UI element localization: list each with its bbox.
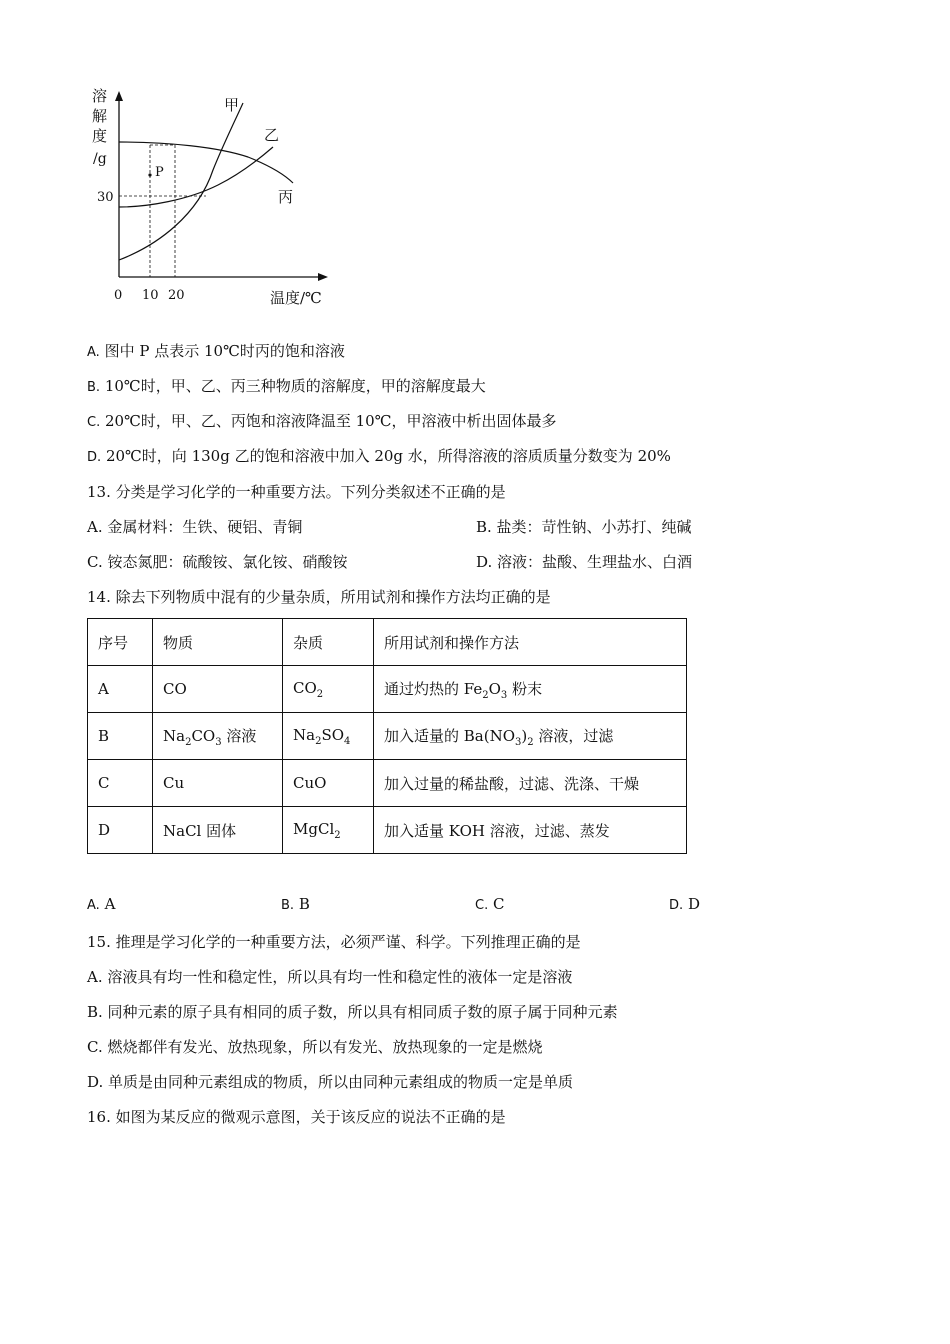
q13-option-c: C. 铵态氮肥：硫酸铵、氯化铵、硝酸铵 bbox=[87, 553, 348, 571]
curve-label-jia: 甲 bbox=[224, 96, 240, 114]
row-b-method: 加入适量的 $Ba(NO_3)_2$ 溶液，过滤 bbox=[374, 713, 687, 760]
row-a-substance: CO bbox=[153, 666, 283, 713]
x-axis-arrow bbox=[318, 273, 328, 281]
row-a-id: A bbox=[88, 666, 153, 713]
q15-stem: 15. 推理是学习化学的一种重要方法，必须严谨、科学。下列推理正确的是 bbox=[87, 933, 581, 951]
row-c-method: 加入过量的稀盐酸，过滤、洗涤、干燥 bbox=[374, 760, 687, 807]
q13-option-d: D. 溶液：盐酸、生理盐水、白酒 bbox=[476, 553, 693, 571]
q16-stem: 16. 如图为某反应的微观示意图，关于该反应的说法不正确的是 bbox=[87, 1108, 506, 1126]
curve-label-yi: 乙 bbox=[264, 126, 280, 144]
row-a-impurity: $CO_2$ bbox=[283, 666, 374, 713]
x-tick-10: 10 bbox=[142, 288, 159, 303]
q13-option-b: B. 盐类：苛性钠、小苏打、纯碱 bbox=[476, 518, 692, 536]
q12-option-a: A. 图中 P 点表示 10℃时丙的饱和溶液 bbox=[87, 342, 345, 360]
point-p-label: P bbox=[155, 165, 164, 180]
row-c-id: C bbox=[88, 760, 153, 807]
q13-option-a: A. 金属材料：生铁、硬铝、青铜 bbox=[87, 518, 303, 536]
curve-label-bing: 丙 bbox=[278, 188, 294, 206]
q15-option-a: A. 溶液具有均一性和稳定性，所以具有均一性和稳定性的液体一定是溶液 bbox=[87, 968, 573, 986]
y-axis-label-3: 度 bbox=[92, 127, 108, 145]
curve-bing bbox=[119, 142, 293, 183]
row-d-method: 加入适量 KOH 溶液，过滤、蒸发 bbox=[374, 807, 687, 854]
q15-option-d: D. 单质是由同种元素组成的物质，所以由同种元素组成的物质一定是单质 bbox=[87, 1073, 574, 1091]
q14-table bbox=[87, 618, 687, 854]
row-d-id: D bbox=[88, 807, 153, 854]
table-row bbox=[88, 666, 687, 713]
q14-answer-c: C. C bbox=[475, 895, 505, 913]
header-method: 所用试剂和操作方法 bbox=[374, 619, 687, 666]
row-b-impurity: $Na_2SO_4$ bbox=[283, 713, 374, 760]
row-a-method: 通过灼热的 $Fe_2O_3$ 粉末 bbox=[374, 666, 687, 713]
row-b-substance: $Na_2CO_3$ 溶液 bbox=[153, 713, 283, 760]
q12-option-d: D. 20℃时，向 130g 乙的饱和溶液中加入 20g 水，所得溶液的溶质质量分数变为 20% bbox=[87, 447, 671, 465]
row-d-substance: NaCl 固体 bbox=[153, 807, 283, 854]
table-row bbox=[88, 713, 687, 760]
header-substance: 物质 bbox=[153, 619, 283, 666]
curve-yi bbox=[119, 147, 273, 207]
x-tick-0: 0 bbox=[114, 288, 123, 303]
y-axis-label-1: 溶 bbox=[92, 87, 108, 105]
y-tick-30: 30 bbox=[97, 190, 114, 205]
header-index: 序号 bbox=[88, 619, 153, 666]
row-c-substance: Cu bbox=[153, 760, 283, 807]
q12-option-c: C. 20℃时，甲、乙、丙饱和溶液降温至 10℃，甲溶液中析出固体最多 bbox=[87, 412, 557, 430]
row-d-impurity: MgCl$_2$ bbox=[283, 807, 374, 854]
q14-stem: 14. 除去下列物质中混有的少量杂质，所用试剂和操作方法均正确的是 bbox=[87, 588, 551, 606]
y-axis-label-4: /g bbox=[93, 151, 107, 167]
table-header-row bbox=[88, 619, 687, 666]
point-p bbox=[148, 173, 151, 176]
header-impurity: 杂质 bbox=[283, 619, 374, 666]
row-b-id: B bbox=[88, 713, 153, 760]
y-axis-label-2: 解 bbox=[92, 107, 108, 125]
table-row bbox=[88, 807, 687, 854]
q12-option-b: B. 10℃时，甲、乙、丙三种物质的溶解度，甲的溶解度最大 bbox=[87, 377, 486, 395]
table-row bbox=[88, 760, 687, 807]
x-axis-label: 温度/℃ bbox=[270, 289, 322, 307]
q14-answer-d: D. D bbox=[669, 895, 700, 913]
q15-option-b: B. 同种元素的原子具有相同的质子数，所以具有相同质子数的原子属于同种元素 bbox=[87, 1003, 618, 1021]
q14-answer-a: A. A bbox=[87, 895, 116, 913]
solubility-graph bbox=[88, 85, 338, 310]
row-c-impurity: CuO bbox=[283, 760, 374, 807]
q14-answer-b: B. B bbox=[281, 895, 310, 913]
x-tick-20: 20 bbox=[168, 288, 185, 303]
y-axis-arrow bbox=[115, 91, 123, 101]
q15-option-c: C. 燃烧都伴有发光、放热现象，所以有发光、放热现象的一定是燃烧 bbox=[87, 1038, 543, 1056]
q13-stem: 13. 分类是学习化学的一种重要方法。下列分类叙述不正确的是 bbox=[87, 483, 506, 501]
